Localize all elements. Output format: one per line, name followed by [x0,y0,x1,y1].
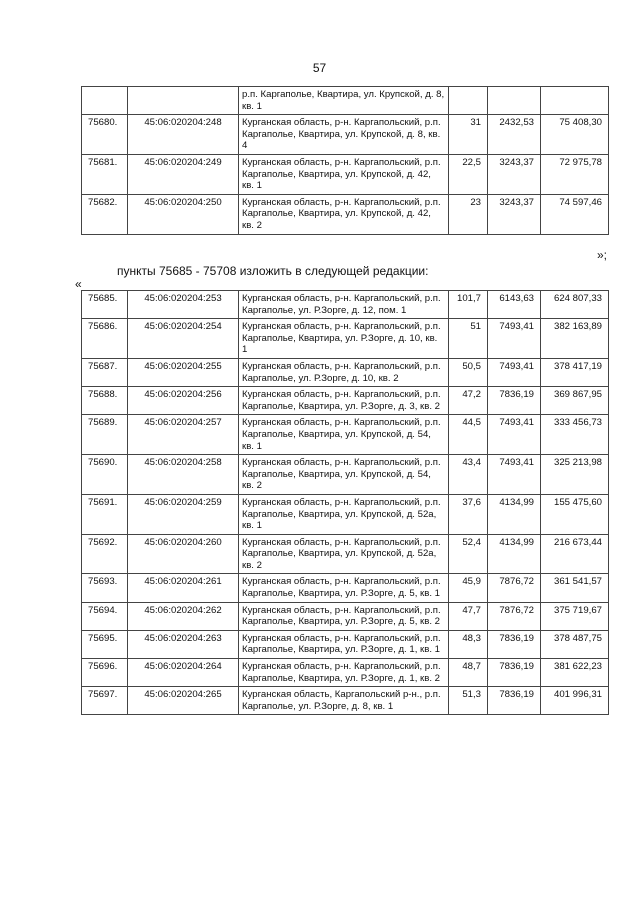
cadastral-value-cell: 375 719,67 [541,602,609,630]
row-number-cell: 75694. [82,602,128,630]
row-number-cell: 75685. [82,291,128,319]
address-cell: Курганская область, р-н. Каргапольский, р.п. Каргаполье, Квартира, ул. Р.Зорге, д. 1, кв. 1 [239,630,449,658]
area-cell: 45,9 [449,574,488,602]
unit-price-cell: 7876,72 [488,574,541,602]
cadastral-number-cell [128,87,239,115]
table-body [82,291,609,715]
address-cell: Курганская область, р-н. Каргапольский, р.п. Каргаполье, Квартира, ул. Крупской, д. 42, кв. 2 [239,194,449,234]
cadastral-number-cell: 45:06:020204:264 [128,659,239,687]
area-cell: 51,3 [449,687,488,715]
cadastral-number-cell: 45:06:020204:255 [128,358,239,386]
row-number-cell: 75697. [82,687,128,715]
address-cell: Курганская область, р-н. Каргапольский, р.п. Каргаполье, ул. Р.Зорге, д. 10, кв. 2 [239,358,449,386]
area-cell: 37,6 [449,494,488,534]
cadastral-number-cell: 45:06:020204:256 [128,387,239,415]
address-cell: Курганская область, р-н. Каргапольский, р.п. Каргаполье, Квартира, ул. Крупской, д. 54, кв. 2 [239,455,449,495]
row-number-cell: 75680. [82,115,128,155]
cadastral-value-cell: 378 487,75 [541,630,609,658]
table-row [82,630,609,658]
address-cell: Курганская область, р-н. Каргапольский, р.п. Каргаполье, Квартира, ул. Р.Зорге, д. 10, кв. 1 [239,319,449,359]
unit-price-cell: 7876,72 [488,602,541,630]
unit-price-cell: 7836,19 [488,387,541,415]
unit-price-cell: 7836,19 [488,630,541,658]
row-number-cell [82,87,128,115]
cadastral-number-cell: 45:06:020204:259 [128,494,239,534]
row-number-cell: 75693. [82,574,128,602]
table-row [82,115,609,155]
cadastral-value-cell: 382 163,89 [541,319,609,359]
table-row [82,659,609,687]
address-cell: Курганская область, Каргапольский р-н., р.п. Каргаполье, ул. Р.Зорге, д. 8, кв. 1 [239,687,449,715]
cadastral-value-cell: 624 807,33 [541,291,609,319]
cadastral-value-cell: 75 408,30 [541,115,609,155]
cadastral-number-cell: 45:06:020204:263 [128,630,239,658]
table-row [82,574,609,602]
area-cell: 47,2 [449,387,488,415]
cadastral-value-cell: 381 622,23 [541,659,609,687]
address-cell: Курганская область, р-н. Каргапольский, р.п. Каргаполье, ул. Р.Зорге, д. 12, пом. 1 [239,291,449,319]
cadastral-number-cell: 45:06:020204:257 [128,415,239,455]
address-cell: Курганская область, р-н. Каргапольский, р.п. Каргаполье, Квартира, ул. Крупской, д. 8, кв. 4 [239,115,449,155]
cadastral-number-cell: 45:06:020204:254 [128,319,239,359]
cadastral-number-cell: 45:06:020204:253 [128,291,239,319]
property-table-continued [81,86,609,235]
cadastral-value-cell: 74 597,46 [541,194,609,234]
table-row [82,194,609,234]
address-cell: Курганская область, р-н. Каргапольский, р.п. Каргаполье, Квартира, ул. Р.Зорге, д. 5, кв. 2 [239,602,449,630]
closing-quote: »; [597,248,608,262]
table-row [82,358,609,386]
table-row [82,319,609,359]
cadastral-value-cell: 325 213,98 [541,455,609,495]
area-cell: 44,5 [449,415,488,455]
area-cell: 23 [449,194,488,234]
unit-price-cell: 7836,19 [488,687,541,715]
area-cell: 48,3 [449,630,488,658]
table-row [82,602,609,630]
unit-price-cell: 7836,19 [488,659,541,687]
area-cell: 48,7 [449,659,488,687]
row-number-cell: 75688. [82,387,128,415]
table-row [82,494,609,534]
cadastral-value-cell: 72 975,78 [541,154,609,194]
address-cell: р.п. Каргаполье, Квартира, ул. Крупской, д. 8, кв. 1 [239,87,449,115]
row-number-cell: 75691. [82,494,128,534]
address-cell: Курганская область, р-н. Каргапольский, р.п. Каргаполье, Квартира, ул. Крупской, д. 52а, кв. 1 [239,494,449,534]
unit-price-cell: 6143,63 [488,291,541,319]
area-cell: 43,4 [449,455,488,495]
opening-quote: « [75,277,82,291]
address-cell: Курганская область, р-н. Каргапольский, р.п. Каргаполье, Квартира, ул. Крупской, д. 52а, кв. 2 [239,534,449,574]
cadastral-value-cell [541,87,609,115]
row-number-cell: 75686. [82,319,128,359]
address-cell: Курганская область, р-н. Каргапольский, р.п. Каргаполье, Квартира, ул. Р.Зорге, д. 5, кв. 1 [239,574,449,602]
unit-price-cell: 7493,41 [488,319,541,359]
table-row [82,687,609,715]
unit-price-cell: 4134,99 [488,494,541,534]
table-row [82,291,609,319]
cadastral-number-cell: 45:06:020204:249 [128,154,239,194]
area-cell: 50,5 [449,358,488,386]
area-cell: 52,4 [449,534,488,574]
cadastral-number-cell: 45:06:020204:262 [128,602,239,630]
area-cell: 31 [449,115,488,155]
cadastral-number-cell: 45:06:020204:261 [128,574,239,602]
property-table-new [81,290,609,715]
area-cell: 47,7 [449,602,488,630]
cadastral-value-cell: 369 867,95 [541,387,609,415]
row-number-cell: 75681. [82,154,128,194]
cadastral-number-cell: 45:06:020204:248 [128,115,239,155]
table-row [82,415,609,455]
cadastral-value-cell: 378 417,19 [541,358,609,386]
table-row [82,87,609,115]
unit-price-cell: 7493,41 [488,358,541,386]
address-cell: Курганская область, р-н. Каргапольский, р.п. Каргаполье, Квартира, ул. Крупской, д. 54, кв. 1 [239,415,449,455]
unit-price-cell [488,87,541,115]
amendment-instruction: пункты 75685 - 75708 изложить в следующей редакции: [117,264,429,278]
cadastral-value-cell: 155 475,60 [541,494,609,534]
area-cell: 101,7 [449,291,488,319]
unit-price-cell: 7493,41 [488,415,541,455]
area-cell [449,87,488,115]
cadastral-value-cell: 361 541,57 [541,574,609,602]
cadastral-number-cell: 45:06:020204:260 [128,534,239,574]
table-row [82,534,609,574]
address-cell: Курганская область, р-н. Каргапольский, р.п. Каргаполье, Квартира, ул. Р.Зорге, д. 1, кв. 2 [239,659,449,687]
page-number: 57 [312,61,327,75]
unit-price-cell: 2432,53 [488,115,541,155]
cadastral-number-cell: 45:06:020204:250 [128,194,239,234]
row-number-cell: 75692. [82,534,128,574]
cadastral-value-cell: 401 996,31 [541,687,609,715]
cadastral-number-cell: 45:06:020204:265 [128,687,239,715]
table-body [82,87,609,235]
table-row [82,455,609,495]
table-row [82,387,609,415]
row-number-cell: 75696. [82,659,128,687]
unit-price-cell: 3243,37 [488,154,541,194]
cadastral-number-cell: 45:06:020204:258 [128,455,239,495]
row-number-cell: 75689. [82,415,128,455]
address-cell: Курганская область, р-н. Каргапольский, р.п. Каргаполье, Квартира, ул. Р.Зорге, д. 3, кв. 2 [239,387,449,415]
area-cell: 51 [449,319,488,359]
table-row [82,154,609,194]
unit-price-cell: 7493,41 [488,455,541,495]
row-number-cell: 75690. [82,455,128,495]
cadastral-value-cell: 216 673,44 [541,534,609,574]
row-number-cell: 75682. [82,194,128,234]
cadastral-value-cell: 333 456,73 [541,415,609,455]
unit-price-cell: 3243,37 [488,194,541,234]
unit-price-cell: 4134,99 [488,534,541,574]
row-number-cell: 75695. [82,630,128,658]
address-cell: Курганская область, р-н. Каргапольский, р.п. Каргаполье, Квартира, ул. Крупской, д. 42, кв. 1 [239,154,449,194]
area-cell: 22,5 [449,154,488,194]
row-number-cell: 75687. [82,358,128,386]
